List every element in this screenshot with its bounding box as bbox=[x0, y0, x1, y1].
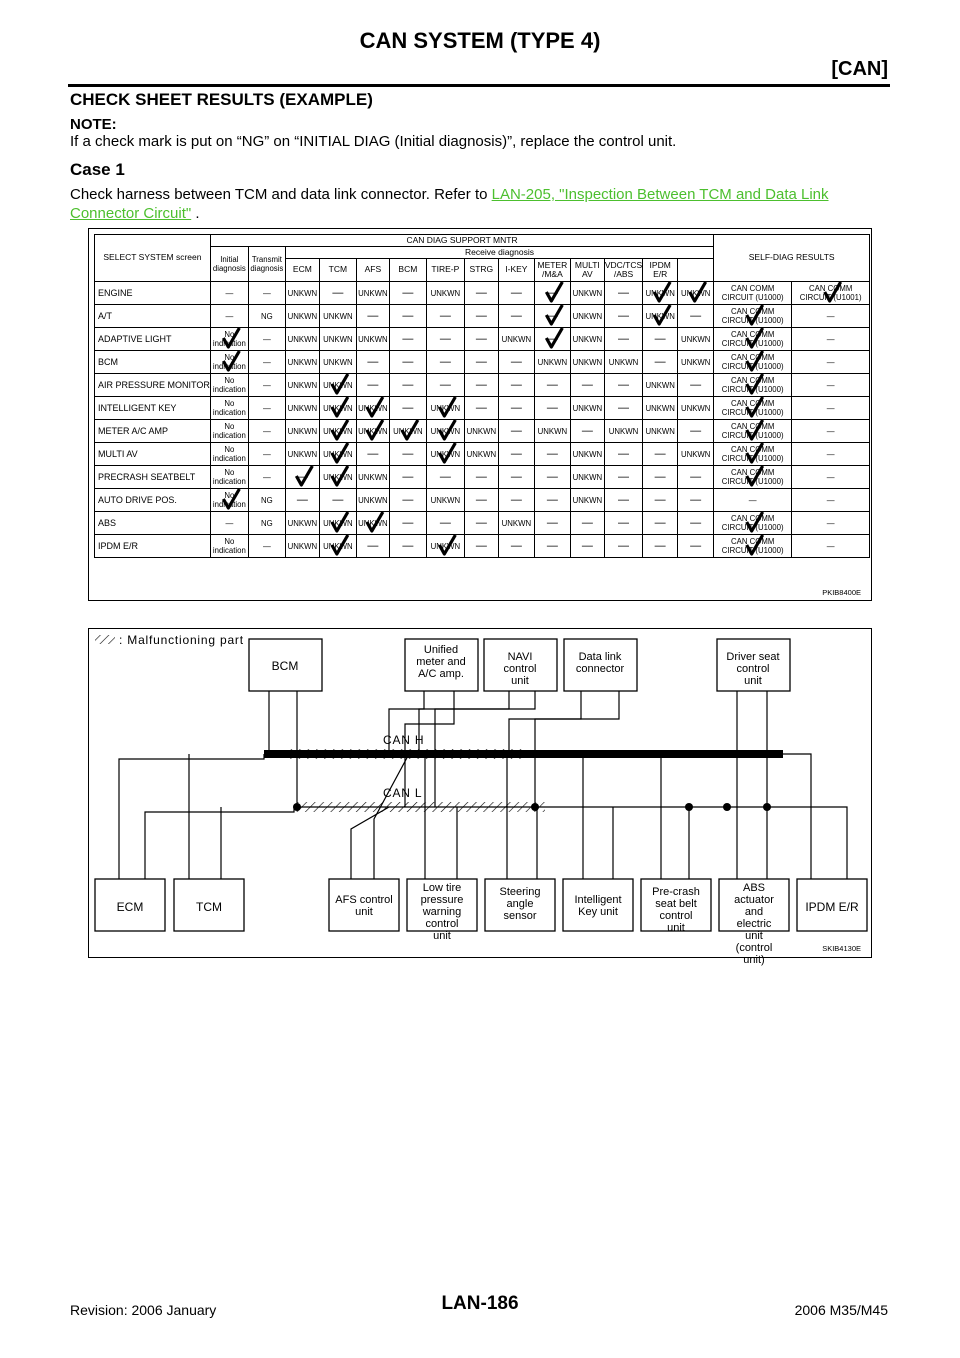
row-self-diag-2: — bbox=[792, 351, 870, 374]
row-receive-cell: — bbox=[643, 328, 678, 351]
table-row bbox=[95, 466, 870, 489]
row-receive-cell: — bbox=[498, 282, 534, 305]
row-receive-cell: — bbox=[426, 374, 464, 397]
row-receive-cell: — bbox=[534, 535, 570, 558]
unit-steer-label: Steering angle sensor bbox=[499, 886, 541, 922]
row-receive-cell: — bbox=[389, 328, 426, 351]
row-transmit-diag: NG bbox=[248, 512, 285, 535]
row-receive-cell: UNKWN bbox=[356, 466, 389, 489]
row-receive-cell: — bbox=[643, 351, 678, 374]
row-receive-cell: UNKWN bbox=[356, 397, 389, 420]
row-receive-cell: UNKWN bbox=[604, 351, 642, 374]
unit-abs-label: ABS actuator and electric unit (control unit) bbox=[734, 882, 774, 966]
row-receive-cell: — bbox=[643, 443, 678, 466]
row-receive-cell: — bbox=[389, 443, 426, 466]
row-receive-cell: — bbox=[464, 489, 498, 512]
table-row bbox=[95, 282, 870, 305]
row-self-diag-1: CAN COMM CIRCUIT (U1000) bbox=[714, 328, 792, 351]
row-transmit-diag: — bbox=[248, 397, 285, 420]
row-transmit-diag: — bbox=[248, 374, 285, 397]
header-receive-col: VDC/TCS /ABS bbox=[604, 259, 642, 282]
wiring-diagram-svg bbox=[89, 629, 871, 966]
unit-ipdm-label: IPDM E/R bbox=[805, 900, 859, 914]
row-initial-diag: No indication bbox=[210, 443, 248, 466]
header-initial-diag: Initial diagnosis bbox=[210, 247, 248, 282]
row-receive-cell: UNKWN bbox=[285, 535, 319, 558]
case-title: Case 1 bbox=[70, 160, 125, 179]
row-initial-diag: No indication bbox=[210, 374, 248, 397]
unit-tire-label: Low tire pressure warning control unit bbox=[420, 882, 464, 942]
row-initial-diag: — bbox=[210, 512, 248, 535]
unit-ecm bbox=[95, 879, 165, 931]
row-initial-diag: — bbox=[210, 282, 248, 305]
row-receive-cell: UNKWN bbox=[570, 328, 604, 351]
row-receive-cell: UNKWN bbox=[285, 443, 319, 466]
row-receive-cell: UNKWN bbox=[426, 535, 464, 558]
row-receive-cell: — bbox=[285, 489, 319, 512]
row-receive-cell: — bbox=[389, 374, 426, 397]
row-receive-cell: UNKWN bbox=[356, 282, 389, 305]
row-receive-cell: UNKWN bbox=[570, 443, 604, 466]
unit-navi-label: NAVI control unit bbox=[503, 651, 537, 687]
header-receive-col: TCM bbox=[319, 259, 356, 282]
row-receive-cell: — bbox=[604, 489, 642, 512]
row-receive-cell: — bbox=[389, 489, 426, 512]
page-header-title: CAN SYSTEM (TYPE 4) bbox=[359, 28, 601, 53]
row-initial-diag: — bbox=[210, 305, 248, 328]
row-transmit-diag: — bbox=[248, 282, 285, 305]
row-receive-cell: UNKWN bbox=[319, 328, 356, 351]
figure-id: PKIB8400E bbox=[822, 588, 861, 597]
unit-ecm-label: ECM bbox=[116, 900, 144, 914]
unit-seat-label: Driver seat control unit bbox=[726, 651, 780, 687]
row-receive-cell: — bbox=[356, 305, 389, 328]
footer-page-number: LAN-186 bbox=[441, 1293, 519, 1314]
row-receive-cell: UNKWN bbox=[319, 535, 356, 558]
row-receive-cell: — bbox=[604, 305, 642, 328]
row-initial-diag: No indication bbox=[210, 420, 248, 443]
can-wiring-diagram bbox=[88, 628, 872, 966]
row-receive-cell: — bbox=[570, 535, 604, 558]
header-receive-col: I-KEY bbox=[498, 259, 534, 282]
row-receive-cell: UNKWN bbox=[570, 489, 604, 512]
row-receive-cell: UNKWN bbox=[498, 512, 534, 535]
row-self-diag-2: — bbox=[792, 535, 870, 558]
row-receive-cell: UNKWN bbox=[285, 512, 319, 535]
note-text: If a check mark is put on “NG” on “INITIAL DIAG (Initial diagnosis)”, replace the control unit. bbox=[70, 133, 677, 150]
header-receive-col: METER /M&A bbox=[534, 259, 570, 282]
header-can-diag: CAN DIAG SUPPORT MNTR bbox=[210, 235, 713, 247]
row-transmit-diag: — bbox=[248, 535, 285, 558]
row-receive-cell: UNKWN bbox=[426, 420, 464, 443]
row-initial-diag: No indication bbox=[210, 328, 248, 351]
row-receive-cell: UNKWN bbox=[285, 328, 319, 351]
row-receive-cell: UNKWN bbox=[426, 489, 464, 512]
section-heading: CHECK SHEET RESULTS (EXAMPLE) bbox=[70, 90, 373, 109]
row-receive-cell: — bbox=[534, 282, 570, 305]
unit-ikey-label: Intelligent Key unit bbox=[574, 894, 622, 918]
table-row bbox=[95, 443, 870, 466]
row-receive-cell: — bbox=[534, 466, 570, 489]
row-receive-cell: UNKWN bbox=[678, 282, 714, 305]
row-self-diag-1: CAN COMM CIRCUIT (U1000) bbox=[714, 512, 792, 535]
header-receive-col: BCM bbox=[389, 259, 426, 282]
row-receive-cell: — bbox=[356, 351, 389, 374]
row-self-diag-1: CAN COMM CIRCUIT (U1000) bbox=[714, 374, 792, 397]
row-receive-cell: UNKWN bbox=[285, 420, 319, 443]
row-receive-cell: — bbox=[464, 535, 498, 558]
row-receive-cell: — bbox=[426, 328, 464, 351]
row-receive-cell: — bbox=[534, 443, 570, 466]
legend-hatch-swatch bbox=[95, 635, 115, 644]
row-receive-cell: UNKWN bbox=[319, 397, 356, 420]
table-row bbox=[95, 374, 870, 397]
row-receive-cell: UNKWN bbox=[678, 397, 714, 420]
unit-steering bbox=[485, 879, 555, 931]
row-receive-cell: UNKWN bbox=[570, 305, 604, 328]
row-transmit-diag: NG bbox=[248, 489, 285, 512]
row-receive-cell: UNKWN bbox=[356, 420, 389, 443]
row-initial-diag: No indication bbox=[210, 535, 248, 558]
footer-model: 2006 M35/M45 bbox=[794, 1302, 888, 1318]
row-receive-cell: — bbox=[389, 512, 426, 535]
diagram-figure-id: SKIB4130E bbox=[822, 944, 861, 953]
row-receive-cell: — bbox=[356, 535, 389, 558]
row-transmit-diag: — bbox=[248, 466, 285, 489]
header-receive-col-spacer bbox=[678, 259, 714, 282]
row-receive-cell: — bbox=[678, 305, 714, 328]
unit-precrash bbox=[641, 879, 711, 934]
unit-navi bbox=[484, 639, 557, 691]
row-receive-cell: UNKWN bbox=[285, 282, 319, 305]
unit-meter bbox=[405, 639, 478, 691]
row-receive-cell: UNKWN bbox=[678, 328, 714, 351]
header-rule bbox=[68, 84, 890, 87]
note-label: NOTE: bbox=[70, 116, 117, 133]
row-receive-cell: UNKWN bbox=[464, 420, 498, 443]
header-receive-col: TIRE-P bbox=[426, 259, 464, 282]
row-self-diag-1: — bbox=[714, 489, 792, 512]
row-receive-cell: — bbox=[534, 489, 570, 512]
junction-dots bbox=[265, 750, 771, 811]
table-row bbox=[95, 351, 870, 374]
row-receive-cell: — bbox=[570, 512, 604, 535]
row-receive-cell: — bbox=[498, 351, 534, 374]
row-receive-cell: UNKWN bbox=[319, 512, 356, 535]
row-receive-cell: — bbox=[464, 328, 498, 351]
malfunction-segment-h bbox=[285, 749, 523, 759]
row-receive-cell: — bbox=[464, 397, 498, 420]
row-receive-cell: — bbox=[604, 374, 642, 397]
row-transmit-diag: — bbox=[248, 351, 285, 374]
row-receive-cell: — bbox=[604, 443, 642, 466]
row-receive-cell: UNKWN bbox=[570, 397, 604, 420]
row-receive-cell: — bbox=[678, 489, 714, 512]
row-receive-cell: UNKWN bbox=[389, 420, 426, 443]
row-receive-cell: — bbox=[389, 305, 426, 328]
row-initial-diag: No indication bbox=[210, 397, 248, 420]
row-receive-cell: UNKWN bbox=[643, 305, 678, 328]
row-system-name: ADAPTIVE LIGHT bbox=[95, 328, 211, 351]
row-receive-cell: — bbox=[389, 397, 426, 420]
can-l-label: CAN L bbox=[383, 786, 423, 800]
unit-intelligent-key bbox=[563, 879, 633, 931]
row-receive-cell: — bbox=[604, 282, 642, 305]
unit-bcm-label: BCM bbox=[271, 659, 299, 673]
row-receive-cell: — bbox=[534, 328, 570, 351]
row-transmit-diag: — bbox=[248, 328, 285, 351]
row-receive-cell: — bbox=[678, 512, 714, 535]
row-receive-cell: UNKWN bbox=[534, 420, 570, 443]
table-row bbox=[95, 420, 870, 443]
row-self-diag-2: — bbox=[792, 374, 870, 397]
row-receive-cell: — bbox=[678, 466, 714, 489]
row-receive-cell: UNKWN bbox=[643, 374, 678, 397]
row-receive-cell: — bbox=[464, 512, 498, 535]
row-receive-cell: UNKWN bbox=[319, 351, 356, 374]
row-transmit-diag: — bbox=[248, 420, 285, 443]
case-text bbox=[70, 185, 890, 223]
row-receive-cell: UNKWN bbox=[356, 512, 389, 535]
row-receive-cell: — bbox=[464, 374, 498, 397]
header-receive-col: AFS bbox=[356, 259, 389, 282]
row-receive-cell: UNKWN bbox=[498, 328, 534, 351]
case-text-before: Check harness between TCM and data link connector. Refer to bbox=[70, 186, 492, 203]
table-row bbox=[95, 489, 870, 512]
row-self-diag-1: CAN COMM CIRCUIT (U1000) bbox=[714, 351, 792, 374]
table-row bbox=[95, 512, 870, 535]
row-receive-cell: — bbox=[356, 374, 389, 397]
row-receive-cell: UNKWN bbox=[285, 351, 319, 374]
row-system-name: BCM bbox=[95, 351, 211, 374]
header-receive-col: STRG bbox=[464, 259, 498, 282]
row-self-diag-2: CAN COMM CIRCUIT (U1001) bbox=[792, 282, 870, 305]
row-receive-cell: UNKWN bbox=[678, 351, 714, 374]
table-row bbox=[95, 305, 870, 328]
row-receive-cell: UNKWN bbox=[643, 420, 678, 443]
row-initial-diag: No indication bbox=[210, 466, 248, 489]
check-sheet-table bbox=[94, 234, 870, 558]
row-receive-cell: — bbox=[426, 512, 464, 535]
row-receive-cell: UNKWN bbox=[604, 420, 642, 443]
row-receive-cell: — bbox=[464, 305, 498, 328]
bottom-drop-wires bbox=[119, 754, 847, 879]
row-receive-cell: — bbox=[389, 282, 426, 305]
unit-tcm bbox=[174, 879, 244, 931]
row-receive-cell: — bbox=[604, 466, 642, 489]
row-receive-cell: UNKWN bbox=[356, 489, 389, 512]
row-receive-cell: — bbox=[678, 535, 714, 558]
row-self-diag-2: — bbox=[792, 305, 870, 328]
row-receive-cell: UNKWN bbox=[285, 397, 319, 420]
row-receive-cell: UNKWN bbox=[319, 305, 356, 328]
unit-driver-seat bbox=[717, 639, 790, 691]
row-receive-cell: UNKWN bbox=[285, 305, 319, 328]
row-self-diag-1: CAN COMM CIRCUIT (U1000) bbox=[714, 443, 792, 466]
unit-tcm-label: TCM bbox=[196, 900, 222, 914]
row-receive-cell: UNKWN bbox=[570, 351, 604, 374]
table-header-row bbox=[95, 235, 870, 247]
unit-abs bbox=[719, 879, 789, 966]
row-receive-cell: — bbox=[464, 282, 498, 305]
row-receive-cell: — bbox=[678, 420, 714, 443]
row-system-name: PRECRASH SEATBELT bbox=[95, 466, 211, 489]
unit-low-tire bbox=[407, 879, 477, 942]
unit-meter-label: Unified meter and A/C amp. bbox=[416, 644, 466, 680]
row-self-diag-2: — bbox=[792, 443, 870, 466]
row-receive-cell: UNKWN bbox=[426, 282, 464, 305]
row-receive-cell: — bbox=[498, 466, 534, 489]
row-receive-cell: — bbox=[534, 512, 570, 535]
row-receive-cell: UNKWN bbox=[643, 397, 678, 420]
check-sheet-figure bbox=[88, 228, 872, 601]
footer-revision: Revision: 2006 January bbox=[70, 1302, 217, 1318]
row-system-name: ABS bbox=[95, 512, 211, 535]
row-self-diag-2: — bbox=[792, 328, 870, 351]
unit-precrash-label: Pre-crash seat belt control unit bbox=[652, 886, 700, 934]
row-receive-cell: UNKWN bbox=[534, 351, 570, 374]
row-receive-cell: — bbox=[643, 489, 678, 512]
row-self-diag-2: — bbox=[792, 420, 870, 443]
row-system-name: ENGINE bbox=[95, 282, 211, 305]
header-select-system: SELECT SYSTEM screen bbox=[95, 235, 211, 282]
row-transmit-diag: NG bbox=[248, 305, 285, 328]
row-receive-cell: — bbox=[356, 443, 389, 466]
row-receive-cell: — bbox=[604, 512, 642, 535]
header-receive-col: IPDM E/R bbox=[643, 259, 678, 282]
row-receive-cell: — bbox=[464, 351, 498, 374]
row-receive-cell: UNKWN bbox=[319, 374, 356, 397]
row-receive-cell: — bbox=[498, 535, 534, 558]
row-receive-cell: — bbox=[643, 466, 678, 489]
row-receive-cell: — bbox=[319, 282, 356, 305]
row-system-name: INTELLIGENT KEY bbox=[95, 397, 211, 420]
row-receive-cell: UNKWN bbox=[426, 397, 464, 420]
row-self-diag-1: CAN COMM CIRCUIT (U1000) bbox=[714, 282, 792, 305]
row-receive-cell: — bbox=[319, 489, 356, 512]
header-transmit-diag: Transmit diagnosis bbox=[248, 247, 285, 282]
row-receive-cell: UNKWN bbox=[426, 443, 464, 466]
inspection-link[interactable]: LAN-205, "Inspection Between TCM and Data Link Connector Circuit" bbox=[70, 186, 829, 222]
table-row bbox=[95, 328, 870, 351]
row-receive-cell: — bbox=[426, 351, 464, 374]
section-tag: [CAN] bbox=[831, 58, 888, 80]
row-receive-cell: — bbox=[570, 420, 604, 443]
row-receive-cell: UNKWN bbox=[356, 328, 389, 351]
row-receive-cell: UNKWN bbox=[570, 466, 604, 489]
row-initial-diag: No indication bbox=[210, 489, 248, 512]
row-receive-cell: UNKWN bbox=[285, 374, 319, 397]
row-self-diag-2: — bbox=[792, 512, 870, 535]
row-self-diag-1: CAN COMM CIRCUIT (U1000) bbox=[714, 305, 792, 328]
header-receive-col: ECM bbox=[285, 259, 319, 282]
row-receive-cell: UNKWN bbox=[678, 443, 714, 466]
row-receive-cell: — bbox=[534, 397, 570, 420]
row-receive-cell: — bbox=[498, 443, 534, 466]
row-system-name: IPDM E/R bbox=[95, 535, 211, 558]
unit-afs bbox=[329, 879, 399, 931]
row-self-diag-1: CAN COMM CIRCUIT (U1000) bbox=[714, 535, 792, 558]
row-self-diag-2: — bbox=[792, 466, 870, 489]
row-receive-cell: — bbox=[389, 466, 426, 489]
unit-dlc bbox=[564, 639, 637, 691]
row-receive-cell: — bbox=[426, 305, 464, 328]
row-receive-cell: UNKWN bbox=[319, 420, 356, 443]
row-receive-cell: — bbox=[285, 466, 319, 489]
row-receive-cell: — bbox=[464, 466, 498, 489]
row-receive-cell: — bbox=[534, 305, 570, 328]
row-self-diag-1: CAN COMM CIRCUIT (U1000) bbox=[714, 397, 792, 420]
header-receive-col: MULTI AV bbox=[570, 259, 604, 282]
table-row bbox=[95, 535, 870, 558]
header-self-diag: SELF-DIAG RESULTS bbox=[714, 235, 870, 282]
row-receive-cell: UNKWN bbox=[319, 466, 356, 489]
row-receive-cell: — bbox=[643, 535, 678, 558]
row-receive-cell: — bbox=[604, 535, 642, 558]
row-system-name: MULTI AV bbox=[95, 443, 211, 466]
row-receive-cell: — bbox=[570, 374, 604, 397]
row-receive-cell: — bbox=[604, 328, 642, 351]
row-receive-cell: — bbox=[498, 420, 534, 443]
row-receive-cell: — bbox=[534, 374, 570, 397]
row-receive-cell: UNKWN bbox=[570, 282, 604, 305]
row-self-diag-2: — bbox=[792, 397, 870, 420]
row-receive-cell: — bbox=[604, 397, 642, 420]
row-receive-cell: — bbox=[389, 351, 426, 374]
row-receive-cell: UNKWN bbox=[643, 282, 678, 305]
table-row bbox=[95, 397, 870, 420]
unit-afs-label: AFS control unit bbox=[335, 894, 393, 918]
row-transmit-diag: — bbox=[248, 443, 285, 466]
row-self-diag-2: — bbox=[792, 489, 870, 512]
case-text-after: . bbox=[191, 205, 200, 222]
row-self-diag-1: CAN COMM CIRCUIT (U1000) bbox=[714, 420, 792, 443]
row-system-name: A/T bbox=[95, 305, 211, 328]
row-system-name: METER A/C AMP bbox=[95, 420, 211, 443]
row-system-name: AIR PRESSURE MONITOR bbox=[95, 374, 211, 397]
row-receive-cell: — bbox=[426, 466, 464, 489]
row-receive-cell: — bbox=[498, 489, 534, 512]
row-self-diag-1: CAN COMM CIRCUIT (U1000) bbox=[714, 466, 792, 489]
unit-ipdm bbox=[797, 879, 867, 931]
legend-text: : Malfunctioning part bbox=[119, 633, 244, 647]
row-receive-cell: — bbox=[498, 397, 534, 420]
unit-dlc-label: Data link connector bbox=[575, 651, 625, 675]
row-receive-cell: — bbox=[389, 535, 426, 558]
row-receive-cell: UNKWN bbox=[319, 443, 356, 466]
row-receive-cell: — bbox=[498, 374, 534, 397]
row-receive-cell: UNKWN bbox=[464, 443, 498, 466]
row-receive-cell: — bbox=[678, 374, 714, 397]
row-receive-cell: — bbox=[498, 305, 534, 328]
header-receive-diag: Receive diagnosis bbox=[285, 247, 713, 259]
row-initial-diag: No indication bbox=[210, 351, 248, 374]
unit-bcm bbox=[249, 639, 322, 691]
row-receive-cell: — bbox=[643, 512, 678, 535]
row-system-name: AUTO DRIVE POS. bbox=[95, 489, 211, 512]
can-h-label: CAN H bbox=[383, 733, 425, 747]
